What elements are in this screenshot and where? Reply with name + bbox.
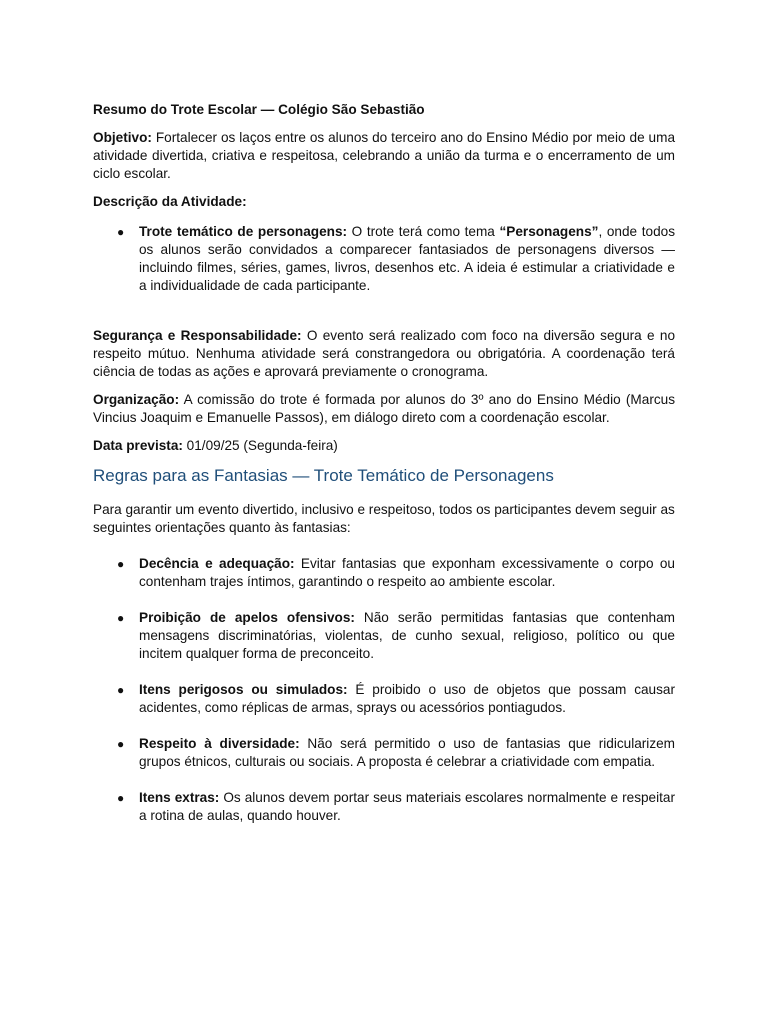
rule-label: Itens extras: [139,790,220,805]
spacer [93,295,675,327]
list-item [93,609,675,663]
objective-paragraph [93,129,675,183]
objective-text: Fortalecer os laços entre os alunos do terceiro ano do Ensino Médio por meio de uma atividade divertida, criativa e respeitosa, celebrando a união da turma e o encerramento de um ciclo escolar. [93,130,675,181]
safety-text: O evento será realizado com foco na diversão segura e no respeito mútuo. Nenhuma atividade será constrangedora ou obrigatória. A coordenação terá ciência de todas as ações e aprovará previamente o cronograma. [93,328,676,379]
rule-label: Decência e adequação: [139,556,295,571]
description-heading: Descrição da Atividade: [93,194,247,209]
bullet-icon: ● [117,611,125,625]
list-item [93,223,675,295]
item-text-continued: , onde todos os alunos serão convidados a comparecer fantasiados de personagens diversos — incluindo filmes, séries, games, livros, desenhos etc. A ideia é estimular a criatividade e a individualidade de cada participante. [139,224,675,293]
item-text: O trote terá como tema [347,224,500,239]
safety-label: Segurança e Responsabilidade: [93,328,302,343]
description-list [93,223,675,295]
document-body [93,101,675,843]
rule-text: Os alunos devem portar seus materiais escolares normalmente e respeitar a rotina de aulas, quando houver. [139,790,675,823]
safety-paragraph [93,327,675,381]
rule-text: Evitar fantasias que exponham excessivamente o corpo ou contenham trajes íntimos, garantindo o respeito ao ambiente escolar. [139,556,675,589]
bullet-icon: ● [117,557,125,571]
list-item [93,681,675,717]
item-label: Trote temático de personagens: [139,224,348,239]
organization-label: Organização: [93,392,180,407]
rule-label: Itens perigosos ou simulados: [139,682,348,697]
date-text: 01/09/25 (Segunda-feira) [182,438,338,453]
bullet-icon: ● [117,225,125,239]
item-highlight: “Personagens” [499,224,599,239]
document-title: Resumo do Trote Escolar — Colégio São Sebastião [93,102,425,117]
organization-text: A comissão do trote é formada por alunos do 3º ano do Ensino Médio (Marcus Vincius Joaquim e Emanuelle Passos), em diálogo direto com a coordenação escolar. [93,392,675,425]
rules-intro: Para garantir um evento divertido, inclusivo e respeitoso, todos os participantes devem seguir as seguintes orientações quanto às fantasias: [93,502,675,535]
bullet-icon: ● [117,737,125,751]
rule-label: Respeito à diversidade: [139,736,300,751]
bullet-icon: ● [117,683,125,697]
bullet-icon: ● [117,791,125,805]
rule-label: Proibição de apelos ofensivos: [139,610,355,625]
list-item [93,735,675,771]
list-item [93,789,675,825]
rules-list [93,555,675,825]
date-label: Data prevista: [93,438,183,453]
list-item [93,555,675,591]
rules-heading: Regras para as Fantasias — Trote Temático de Personagens [93,466,554,485]
organization-paragraph [93,391,675,427]
rule-text: É proibido o uso de objetos que possam causar acidentes, como réplicas de armas, sprays ou acessórios pontiagudos. [139,682,675,715]
rule-text: Não será permitido o uso de fantasias que ridicularizem grupos étnicos, culturais ou sociais. A proposta é celebrar a criatividade com empatia. [139,736,676,769]
date-paragraph [93,437,675,455]
rule-text: Não serão permitidas fantasias que contenham mensagens discriminatórias, violentas, de cunho sexual, religioso, político ou que incitem qualquer forma de preconceito. [139,610,675,661]
objective-label: Objetivo: [93,130,152,145]
